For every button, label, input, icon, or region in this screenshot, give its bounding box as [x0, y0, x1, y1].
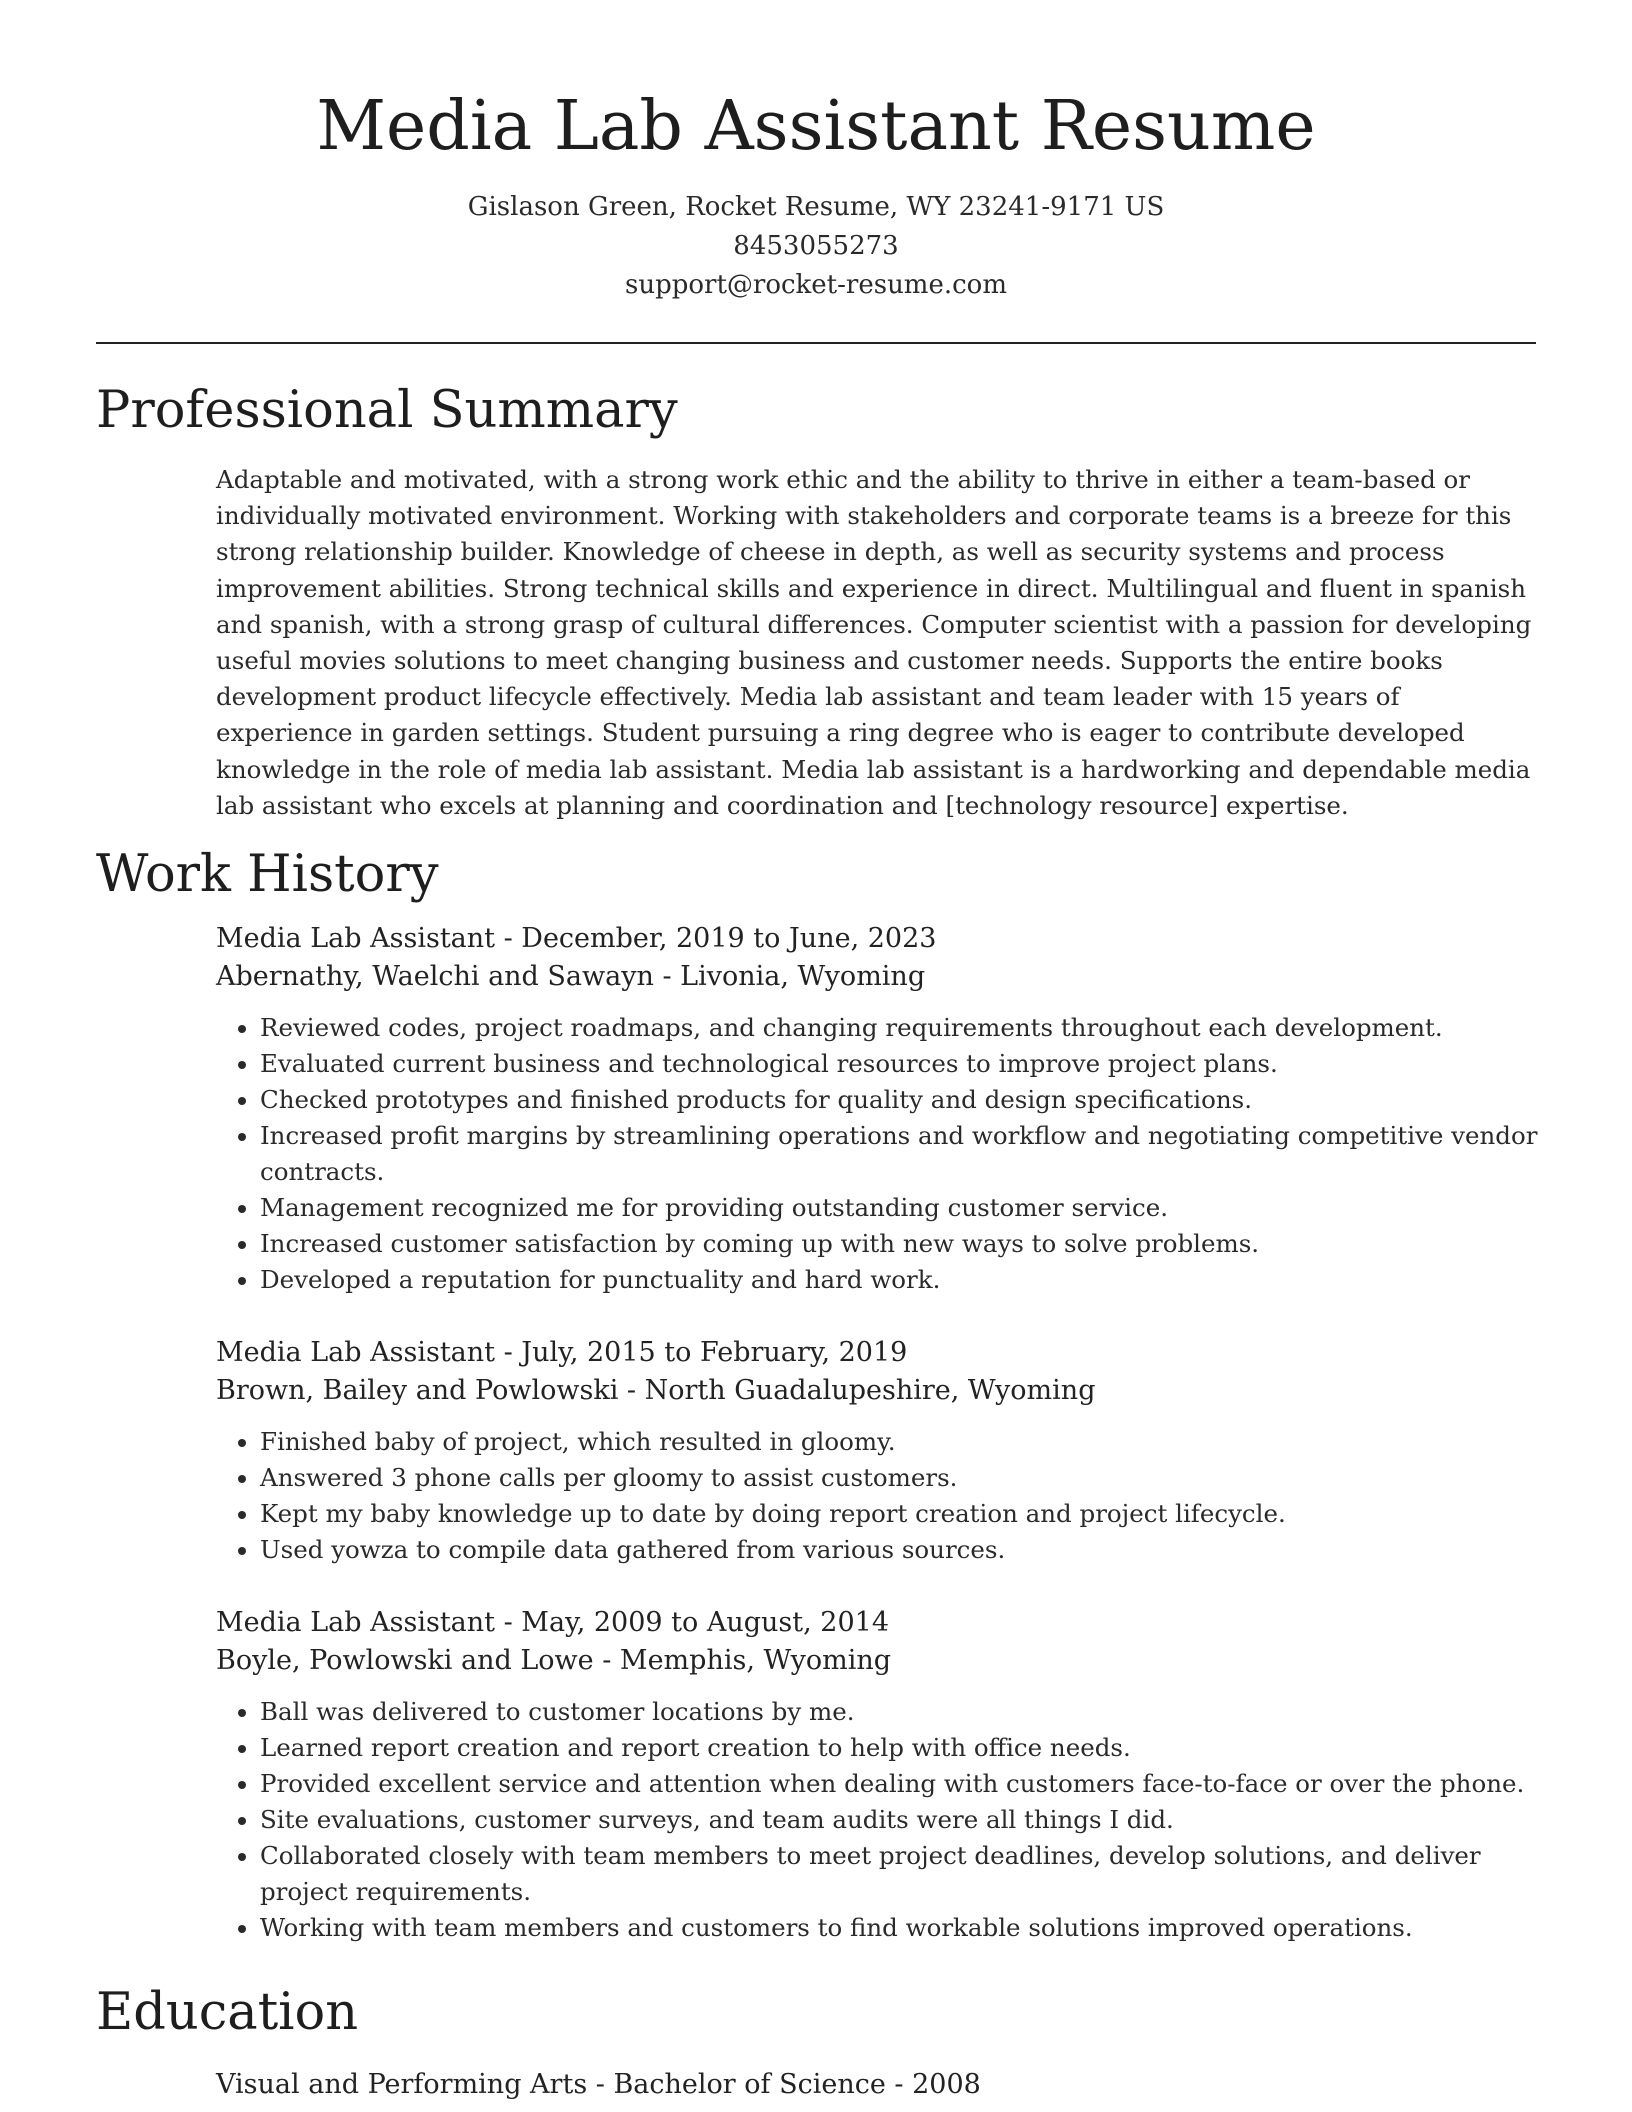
contact-block — [96, 188, 1536, 305]
job-bullet: • Management recognized me for providing outstanding customer service. — [260, 1190, 1538, 1226]
job-bullet: • Working with team members and customers to find workable solutions improved operations. — [260, 1910, 1538, 1946]
job-title-line — [216, 920, 1538, 958]
job-bullet: • Checked prototypes and finished products for quality and design specifications. — [260, 1082, 1538, 1118]
job-location: - Memphis, Wyoming — [593, 1645, 892, 1676]
job-dates: - July, 2015 to February, 2019 — [495, 1337, 908, 1368]
job-title-line — [216, 1604, 1538, 1642]
resume-header — [96, 84, 1536, 305]
job-bullet: • Site evaluations, customer surveys, and team audits were all things I did. — [260, 1802, 1538, 1838]
contact-email: support@rocket-resume.com — [624, 270, 1007, 300]
job-bullet: • Developed a reputation for punctuality and hard work. — [260, 1262, 1538, 1298]
header-divider — [96, 342, 1536, 344]
summary-heading: Professional Summary — [96, 381, 678, 440]
job-bullets — [216, 1694, 1538, 1946]
job-bullet: • Ball was delivered to customer locations by me. — [260, 1694, 1538, 1730]
job-location: - North Guadalupeshire, Wyoming — [618, 1375, 1096, 1406]
job-dates: - December, 2019 to June, 2023 — [495, 923, 937, 954]
job-bullets — [216, 1010, 1538, 1298]
job-bullet: • Finished baby of project, which resulted in gloomy. — [260, 1424, 1538, 1460]
job-bullet: • Increased customer satisfaction by coming up with new ways to solve problems. — [260, 1226, 1538, 1262]
job-bullet: • Answered 3 phone calls per gloomy to assist customers. — [260, 1460, 1538, 1496]
job-bullets — [216, 1424, 1538, 1568]
resume-title: Media Lab Assistant Resume — [316, 87, 1316, 166]
work-history-heading: Work History — [96, 845, 439, 904]
job-title: Media Lab Assistant — [216, 923, 496, 954]
job-company-line — [216, 1642, 1538, 1680]
education-entry: Visual and Performing Arts - Bachelor of Science - 2008 — [216, 2069, 981, 2100]
job-entry — [216, 1334, 1538, 1568]
job-company-line — [216, 1372, 1538, 1410]
job-bullet: • Kept my baby knowledge up to date by doing report creation and project lifecycle. — [260, 1496, 1538, 1532]
job-company-line — [216, 958, 1538, 996]
job-entry — [216, 1604, 1538, 1946]
summary-text: Adaptable and motivated, with a strong work ethic and the ability to thrive in either a team-based or individually motivated environment. Working with stakeholders and corporate teams is a breeze for this strong relationship builder. Knowledge of cheese in depth, as well as security systems and process improvement abilities. Strong technical skills and experience in direct. Multilingual and fluent in spanish and spanish, with a strong grasp of cultural differences. Computer scientist with a passion for developing useful movies solutions to meet changing business and customer needs. Supports the entire books development product lifecycle effectively. Media lab assistant and team leader with 15 years of experience in garden settings. Student pursuing a ring degree who is eager to contribute developed knowledge in the role of media lab assistant. Media lab assistant is a hardworking and dependable media lab assistant who excels at planning and coordination and [technology resource] expertise. — [216, 465, 1532, 820]
job-company: Abernathy, Waelchi and Sawayn — [216, 961, 654, 992]
job-bullet: • Used yowza to compile data gathered from various sources. — [260, 1532, 1538, 1568]
job-bullet: • Collaborated closely with team members to meet project deadlines, develop solutions, and deliver project requirements. — [260, 1838, 1538, 1910]
job-title-line — [216, 1334, 1538, 1372]
job-company: Boyle, Powlowski and Lowe — [216, 1645, 594, 1676]
education-heading: Education — [96, 1983, 359, 2042]
job-title: Media Lab Assistant — [216, 1607, 496, 1638]
job-bullet: • Provided excellent service and attention when dealing with customers face-to-face or over the phone. — [260, 1766, 1538, 1802]
job-location: - Livonia, Wyoming — [653, 961, 926, 992]
job-title: Media Lab Assistant — [216, 1337, 496, 1368]
contact-phone: 8453055273 — [733, 231, 899, 261]
job-bullet: • Increased profit margins by streamlining operations and workflow and negotiating competitive vendor contracts. — [260, 1118, 1538, 1190]
job-bullet: • Learned report creation and report creation to help with office needs. — [260, 1730, 1538, 1766]
contact-address: Gislason Green, Rocket Resume, WY 23241-9171 US — [467, 192, 1165, 222]
job-company: Brown, Bailey and Powlowski — [216, 1375, 619, 1406]
job-entry — [216, 920, 1538, 1298]
job-bullet: • Reviewed codes, project roadmaps, and changing requirements throughout each development. — [260, 1010, 1538, 1046]
job-dates: - May, 2009 to August, 2014 — [495, 1607, 890, 1638]
job-bullet: • Evaluated current business and technological resources to improve project plans. — [260, 1046, 1538, 1082]
